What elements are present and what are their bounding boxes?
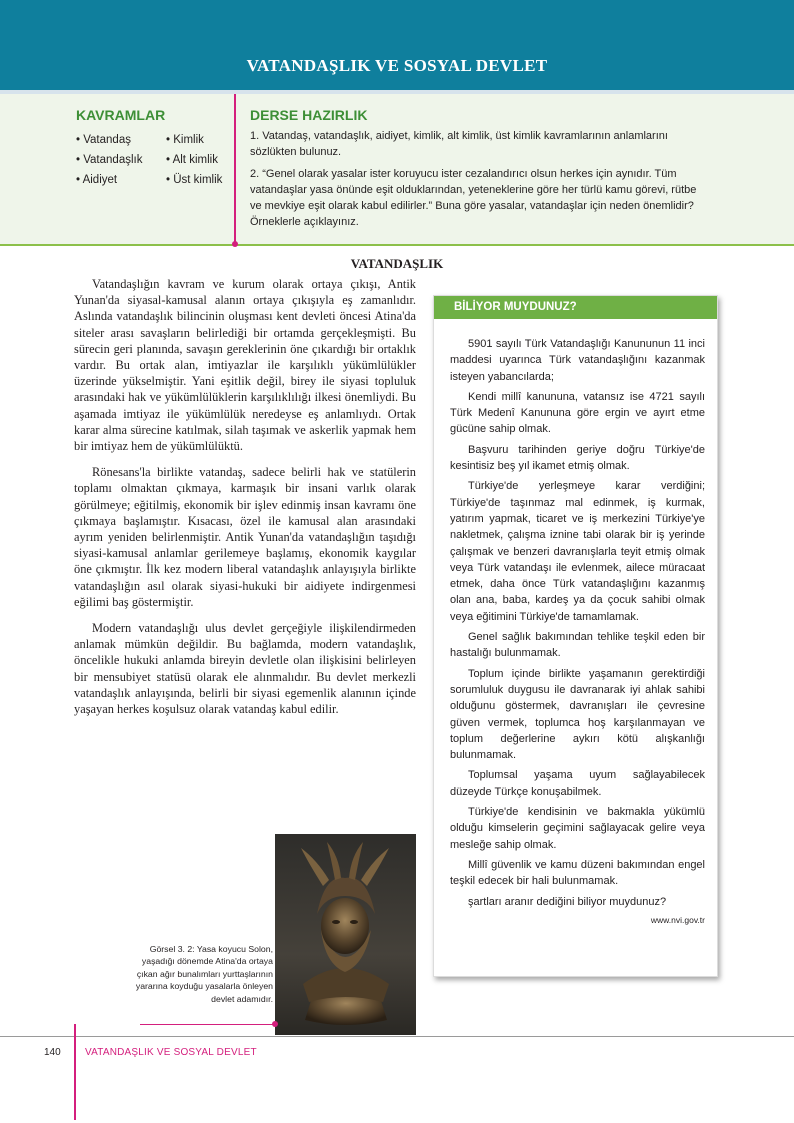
concepts-list-col2	[166, 130, 222, 190]
info-paragraph: 5901 sayılı Türk Vatandaşlığı Kanununun 11 inci maddesi uyarınca Türk vatandaşlığını kazanmak isteyen yabancılarda;	[450, 338, 705, 383]
concepts-list-col1	[76, 130, 142, 190]
info-paragraph: şartları aranır dediğini biliyor muydunuz?	[468, 895, 667, 908]
lesson-prep-list	[250, 128, 710, 236]
info-source: www.nvi.gov.tr	[650, 914, 705, 925]
info-paragraph: Toplum içinde birlikte yaşamanın gerektirdiği sorumluluk duygusu ile davranarak iyi ahlak sahibi olduğunu göstermek, davranışları ile çevresine güven vermek, toplumca hoş karşılanmayan ve toplum değerlerine aykırı kötü alışkanlığı bulunmamak.	[450, 667, 705, 762]
info-paragraph: Türkiye'de yerleşmeye karar verdiğini; Türkiye'de taşınmaz mal edinmek, iş kurmak, yatırım yapmak, ticaret ve iş merkezini Türkiye'ye nakletmek, çalışma iznine tabi olarak bir iş yerinde çalışmak ve benzeri davranışlarla teyit etmiş olmak veya Türk vatandaşı ile evlenmek, ailece müracaat etmek, daha önce Türk vatandaşlığını kazanmış olan ana, baba, kardeş ya da çocuk sahibi olmak veya eğitimini Türkiye'de tamamlamak.	[450, 480, 705, 623]
info-box-text	[450, 336, 705, 928]
caption-dot	[272, 1021, 278, 1027]
figure-caption: Görsel 3. 2: Yasa koyucu Solon, yaşadığı dönemde Atina'da ortaya çıkan ağır bunalımları yurttaşlarının yararına koyduğu yasalarla önleyen devlet adamıdır.	[135, 944, 273, 1004]
body-paragraph: Modern vatandaşlığı ulus devlet gerçeğiyle ilişkilendirmeden anlamak mümkün değildir. Bu bağlamda, modern vatandaşlık, öncelikle hukuki anlamda bireyin devletle olan ilişkisini belirleyen bir mensubiyet statüsü olarak ele alınmalıdır. Bu devlet merkezli vatandaşlık anlayışında, belirli bir siyasi egemenlik alanının içinde yaşayan herkes koşulsuz olarak vatandaş kabul edilir.	[74, 621, 416, 717]
body-paragraph: Rönesans'la birlikte vatandaş, sadece belirli hak ve statülerin toplamı olmaktan çıkmaya, karmaşık bir insani varlık olarak görülmeye; eğitilmiş, ekonomik bir işlev edinmiş insan kavramı öne çıkmaya başlamıştır. Kısacası, özel ile kamusal alan arasındaki ayrım yeniden belirlenmiştir. Antik Yunan'da vatandaşlığın taşıdığı siyasi-kamusal anlamlar gerilemeye başlamış, ekonomik kaygılar öne çıkmıştır. İlk kez modern liberal vatandaşlık anlayışıyla birlikte vatandaşlığın asıl olarak siyasi-hukuki bir aidiyete indirgenmesi eğilimi baş göstermiştir.	[74, 465, 416, 609]
info-box-title: BİLİYOR MUYDUNUZ?	[434, 296, 717, 319]
page-title: VATANDAŞLIK VE SOSYAL DEVLET	[246, 56, 548, 75]
info-box	[433, 295, 718, 977]
solon-bust-image	[275, 834, 416, 1035]
concept-item: • Kimlik	[166, 134, 204, 146]
concepts-title: KAVRAMLAR	[76, 107, 166, 123]
footer-line	[0, 1036, 794, 1037]
footer-title: VATANDAŞLIK VE SOSYAL DEVLET	[85, 1047, 257, 1058]
divider-dot	[232, 241, 238, 247]
concept-item: • Vatandaşlık	[76, 154, 143, 166]
solon-bust-icon	[275, 834, 416, 1035]
lesson-prep-title: DERSE HAZIRLIK	[250, 107, 368, 123]
header-band	[0, 0, 794, 90]
info-paragraph: Başvuru tarihinden geriye doğru Türkiye'de kesintisiz beş yıl ikamet etmiş olmak.	[450, 443, 705, 473]
prep-item: 1. Vatandaş, vatandaşlık, aidiyet, kimlik, alt kimlik, üst kimlik kavramlarının anlamlarını sözlükten bulunuz.	[250, 130, 668, 159]
concept-item: • Vatandaş	[76, 134, 131, 146]
page-number: 140	[44, 1047, 61, 1058]
info-paragraph: Toplumsal yaşama uyum sağlayabilecek düzeyde Türkçe konuşabilmek.	[450, 769, 705, 798]
info-paragraph: Genel sağlık bakımından tehlike teşkil eden bir hastalığı bulunmamak.	[450, 631, 705, 660]
info-paragraph: Millî güvenlik ve kamu düzeni bakımından engel teşkil edecek bir hali bulunmamak.	[450, 858, 705, 888]
prep-item: 2. “Genel olarak yasalar ister koruyucu ister cezalandırıcı olsun herkes için aynıdır. Tüm vatandaşlar yasa önünde eşit olduklarından, yeteneklerine göre her türlü kamu görevi, rütbe ve mevkiye eşit olarak kabul edilirler.” Buna göre yasalar, vatandaşlar için neden önemlidir? Örneklerle açıklayınız.	[250, 167, 697, 229]
info-paragraph: Kendi millî kanununa, vatansız ise 4721 sayılı Türk Medenî Kanununa göre ergin ve ayırt etme gücüne sahip olmak.	[450, 390, 705, 436]
section-title: VATANDAŞLIK	[350, 256, 444, 271]
concept-item: • Aidiyet	[76, 174, 118, 186]
body-paragraph: Vatandaşlığın kavram ve kurum olarak ortaya çıkışı, Antik Yunan'da siyasal-kamusal alanın ortaya çıkışıyla eş zamanlıdır. Aslında vatandaşlık bilincinin oluşması kent devleti öncesi Atina'da siteler arası savaşların belirlediği bir ortamda gerçekleşmişti. Bu sürecin geri planında, savaşın gereklerinin öne çıkardığı bir ortaklık vardır. Bu ortak alan, imtiyazlar ile karşılıklı yükümlülükler üzerinde yükselmiştir. Yani eşitlik değil, birey ile siyasi topluluk arasındaki hak ve yükümlülüklerin karşılıklılığı ilkesi önemliydi. Bu aşamada imtiyaz ile yükümlülük neredeyse eş anlamlıydı. Ortak karar alma sürecine katılmak, silah taşımak ve askerlik yapmak hem bir imtiyaz hem de yükümlülüktü.	[74, 277, 416, 454]
caption-underline	[140, 1024, 274, 1025]
divider-line	[234, 94, 236, 244]
concept-item: • Üst kimlik	[166, 174, 223, 186]
body-text	[74, 276, 416, 727]
footer-divider	[74, 1024, 76, 1120]
info-paragraph: Türkiye'de kendisinin ve bakmakla yükümlü olduğu kimselerin geçimini sağlayacak gelire veya mesleğe sahip olmak.	[450, 806, 705, 851]
concept-item: • Alt kimlik	[166, 154, 218, 166]
